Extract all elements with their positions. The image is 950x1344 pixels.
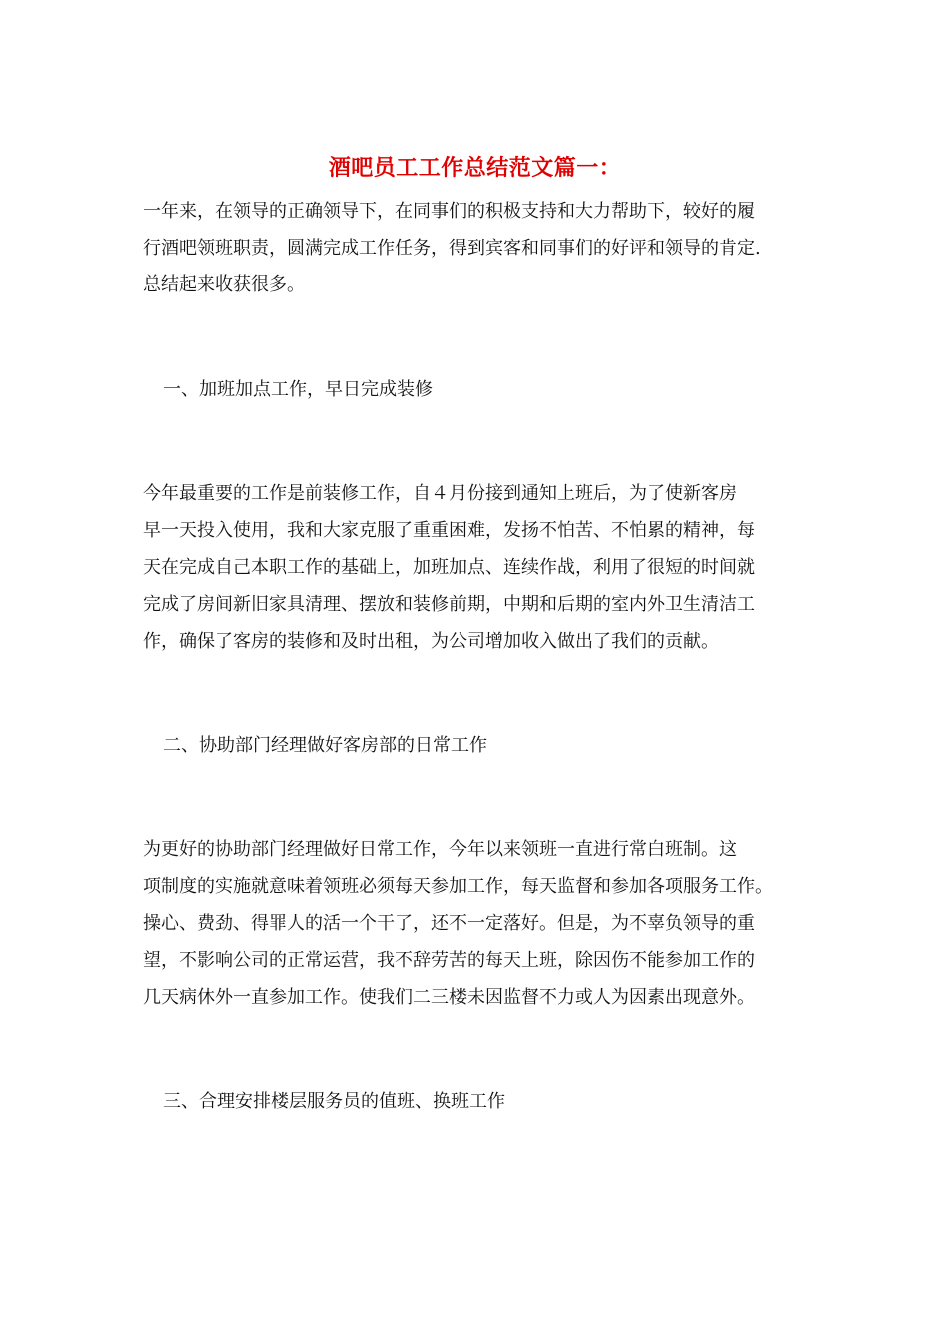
section1-line: 天在完成自己本职工作的基础上，加班加点、连续作战，利用了很短的时间就 <box>143 557 755 578</box>
section2-line: 几天病休外一直参加工作。使我们二三楼未因监督不力或人为因素出现意外。 <box>143 987 755 1008</box>
section-heading-1: 一、加班加点工作，早日完成装修 <box>163 379 433 400</box>
intro-line: 总结起来收获很多。 <box>143 274 305 295</box>
section1-line: 早一天投入使用，我和大家克服了重重困难，发扬不怕苦、不怕累的精神，每 <box>143 520 755 541</box>
intro-line: 一年来，在领导的正确领导下，在同事们的积极支持和大力帮助下，较好的履 <box>143 201 755 222</box>
section2-line: 为更好的协助部门经理做好日常工作，今年以来领班一直进行常白班制。这 <box>143 839 737 860</box>
section1-line: 作，确保了客房的装修和及时出租，为公司增加收入做出了我们的贡献。 <box>143 631 719 652</box>
section-heading-3: 三、合理安排楼层服务员的值班、换班工作 <box>163 1091 505 1112</box>
section2-line: 项制度的实施就意味着领班必须每天参加工作，每天监督和参加各项服务工作。 <box>143 876 773 897</box>
section2-line: 望，不影响公司的正常运营，我不辞劳苦的每天上班，除因伤不能参加工作的 <box>143 950 755 971</box>
section1-line: 今年最重要的工作是前装修工作，自４月份接到通知上班后，为了使新客房 <box>143 483 737 504</box>
section-heading-2: 二、协助部门经理做好客房部的日常工作 <box>163 735 487 756</box>
section1-line: 完成了房间新旧家具清理、摆放和装修前期，中期和后期的室内外卫生清洁工 <box>143 594 755 615</box>
document-title: 酒吧员工工作总结范文篇一： <box>328 155 622 181</box>
section2-line: 操心、费劲、得罪人的活一个干了，还不一定落好。但是，为不辜负领导的重 <box>143 913 755 934</box>
intro-line: 行酒吧领班职责，圆满完成工作任务，得到宾客和同事们的好评和领导的肯定. <box>143 238 761 259</box>
